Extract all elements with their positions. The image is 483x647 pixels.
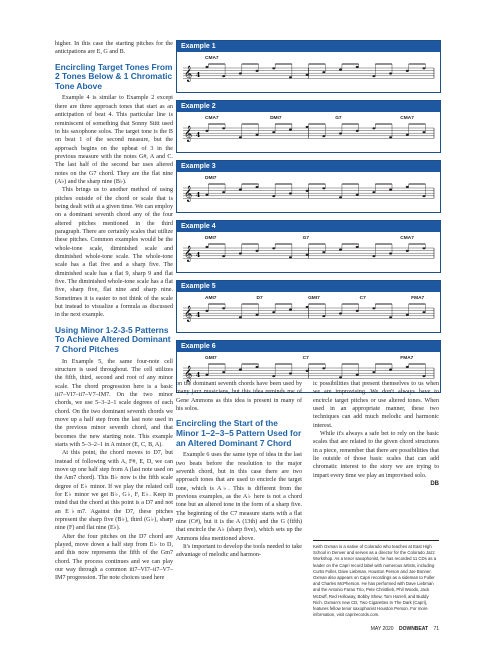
note-head <box>372 307 375 309</box>
example-label: Example 2 <box>181 103 216 110</box>
note-head <box>372 255 375 257</box>
footer-magazine: DOWNBEAT <box>398 626 429 632</box>
music-example-5 <box>176 280 441 333</box>
paragraph-text: While it's always a safe bet to rely on the basic scales that are related to the given chord structures in a piece, remember that there are possibilities that lie outside of those basic scales that can add chromatic interest to the story we are trying to impart every time we play an improvised solo. <box>313 431 439 479</box>
note-head <box>389 369 392 371</box>
paragraph: on the dominant seventh chords have been used by many jazz musicians, but this idea reminds me of Gene Ammons as this idea is present in many of his solos. <box>176 381 302 413</box>
chord-symbol: DMI7 <box>205 236 217 241</box>
treble-clef-icon: 𝄞 <box>184 186 193 202</box>
time-signature: 4 <box>196 72 201 79</box>
note-head <box>423 375 426 377</box>
note-head <box>239 316 242 318</box>
note-head <box>239 189 242 191</box>
page-footer <box>367 626 439 632</box>
paragraph: After the four pitches on the D7 chord are played, move down a half step from E♭ to D, and this now represents the fifth of the Gm7 chord. The process continues and we can play our way through a common iii7–VI7–ii7–V7–IM7 progression. The note choices used here <box>55 533 173 582</box>
note-head <box>222 255 225 257</box>
note-head <box>339 249 342 251</box>
column-1 <box>55 40 173 583</box>
note-head <box>206 66 209 68</box>
note-head <box>322 315 325 317</box>
music-staff <box>177 232 440 272</box>
note-head <box>222 127 225 129</box>
note-head <box>206 310 209 312</box>
chord-symbol: C7 <box>302 356 309 361</box>
note-head <box>289 256 292 258</box>
music-example-3 <box>176 160 441 213</box>
example-header <box>177 41 440 52</box>
example-label: Example 3 <box>181 163 216 170</box>
note-head <box>289 372 292 374</box>
music-example-4 <box>176 220 441 273</box>
example-header <box>177 101 440 112</box>
note-head <box>372 191 375 193</box>
note-head <box>406 134 409 136</box>
note-head <box>339 69 342 71</box>
example-label: Example 6 <box>181 343 216 350</box>
note-head <box>356 246 359 248</box>
note-head <box>306 370 309 372</box>
music-staff <box>177 52 440 92</box>
paragraph: In Example 5, the same four-note cell structure is used throughout. The cell utilizes the fifth, third, second and root of any minor scale. The chord progression here is a basic iii7–VI7–ii7–V7–IM7. On the two minor chords, we use 5–3–2–1 scale degrees of each chord. On the two dominant seventh chords we move up a half step from the last note used in the previous minor seventh chord, and that becomes the new starting note. This example starts with 5–3–2–1 in A minor (E, C, B, A). <box>55 358 173 448</box>
note-head <box>256 366 259 368</box>
music-example-1 <box>176 40 441 93</box>
paragraph: It's important to develop the tools needed to take advantage of melodic and harmon- <box>176 543 302 559</box>
example-label: Example 1 <box>181 43 216 50</box>
note-head <box>406 366 409 368</box>
chord-symbol: G7 <box>335 116 342 121</box>
note-head <box>239 369 242 371</box>
time-signature: 4 <box>196 132 201 139</box>
paragraph: Example 6 uses the same type of idea in the last two beats before the resolution to the major seventh chord, but in this case there are two approach tones that are used to encircle the target tone, which is A♭. This is different from the previous examples, as the A♭ here is not a chord tone but an altered tone in the form of a sharp five. The beginning of the C7 measure starts with a flat nine (C#), but it is the A (13th) and the G (fifth) that encircle the A♭ (sharp five), which sets up the Ammons idea mentioned above. <box>176 452 302 542</box>
section-heading: Encircling the Start of the Minor 1–2–3–5 Pattern Used for an Altered Dominant 7 Chord <box>176 418 302 448</box>
note-head <box>406 186 409 188</box>
note-head <box>423 311 426 313</box>
note-head <box>256 70 259 72</box>
note-head <box>406 250 409 252</box>
note-head <box>423 131 426 133</box>
note-head <box>389 189 392 191</box>
paragraph: At this point, the chord moves to D7, but instead of following with A, F#, E, D, we can move up one half step from A (last note used on the Am7 chord). This B♭ now is the fifth scale degree of E♭ minor. If we play the related cell for E♭ minor we get B♭, G♭, F, E♭. Keep in mind that the chord at this point is a D7 and not an E♭m7. Against the D7, these pitches represent the sharp five (B♭), third (G♭), sharp nine (F) and flat nine (E♭). <box>55 450 173 532</box>
note-head <box>306 74 309 76</box>
note-head <box>222 191 225 193</box>
note-head <box>322 251 325 253</box>
note-head <box>306 254 309 256</box>
note-head <box>289 129 292 131</box>
note-head <box>372 127 375 129</box>
time-signature: 4 <box>196 192 201 199</box>
footer-page-number: 71 <box>433 626 439 632</box>
paragraph: Example 4 is similar to Example 2 except there are three approach tones that start as an anticipation of beat 4. This particular line is reminiscent of something that Sonny Stitt used in his saxophone solos. The target tone is the B on beat 1 of the second measure, but the approach begins on the upbeat of 3 in the previous measure with the notes G#, A and C. The last half of the second bar uses altered notes on the G7 chord. They are the flat nine (A♭) and the sharp nine (B♭). <box>55 95 173 185</box>
time-signature: 4 <box>196 252 201 259</box>
note-head <box>339 376 342 378</box>
note-head <box>222 371 225 373</box>
note-head <box>272 195 275 197</box>
chord-symbol: DMI7 <box>205 176 217 181</box>
note-head <box>356 194 359 196</box>
music-staff <box>177 112 440 152</box>
note-head <box>356 310 359 312</box>
treble-clef-icon: 𝄞 <box>184 126 193 142</box>
note-head <box>406 314 409 316</box>
note-head <box>356 130 359 132</box>
treble-clef-icon: 𝄞 <box>184 306 193 322</box>
music-example-2 <box>176 100 441 153</box>
note-head <box>372 371 375 373</box>
note-head <box>372 75 375 77</box>
chord-symbol: C7 <box>359 296 366 301</box>
section-heading: Using Minor 1-2-3-5 Patterns To Achieve Altered Dominant 7 Chord Pitches <box>55 324 171 354</box>
chord-symbol: DMI7 <box>270 116 282 121</box>
note-head <box>339 132 342 134</box>
note-head <box>289 76 292 78</box>
note-head <box>389 316 392 318</box>
note-head <box>423 247 426 249</box>
note-head <box>339 312 342 314</box>
treble-clef-icon: 𝄞 <box>184 366 193 382</box>
paragraph: ic possibilities that present themselves to us when we are improvising. We don't always have to encircle target pitches or use altered tones. When used in an appropriate manner, these two techniques can add much melodic and harmonic interest. <box>313 381 439 429</box>
music-staff <box>177 292 440 332</box>
example-header <box>177 161 440 172</box>
paragraph: higher. In this case the starting pitches for the anticipations are E, G and B. <box>55 41 173 56</box>
chord-symbol: GMI7 <box>308 296 320 301</box>
chord-symbol: CMA7 <box>205 56 219 61</box>
chord-symbol: CMA7 <box>400 116 414 121</box>
chord-symbol: FMA7 <box>400 356 414 361</box>
example-header <box>177 341 440 352</box>
chord-symbol: CMA7 <box>400 236 414 241</box>
section-heading: Encircling Target Tones From 2 Tones Below & 1 Chromatic Tone Above <box>55 61 173 91</box>
treble-clef-icon: 𝄞 <box>184 66 193 82</box>
note-head <box>222 307 225 309</box>
time-signature: 4 <box>196 372 201 379</box>
note-head <box>306 306 309 308</box>
note-head <box>272 67 275 69</box>
paragraph: This brings us to another method of using pitches outside of the chord or scale that is being dealt with at a given time. We can employ on a dominant seventh chord any of the four altered pitches mentioned in the third paragraph. There are certainly scales that utilize these pitches. Common examples would be the whole-tone scale, diminished scale and diminished whole-tone scale. The whole-tone scale has a flat five and a sharp five. The diminished scale has a flat 9, sharp 9 and flat five. The diminished whole-tone scale has a flat five, sharp five, flat nine and sharp nine. Sometimes it is easier to not think of the scale but instead to visualize a formula as discussed in the next example. <box>55 187 173 319</box>
example-header <box>177 221 440 232</box>
note-head <box>339 196 342 198</box>
note-head <box>272 131 275 133</box>
column-3 <box>313 380 439 488</box>
note-head <box>256 186 259 188</box>
note-head <box>306 190 309 192</box>
note-head <box>239 252 242 254</box>
chord-symbol: D7 <box>256 296 263 301</box>
chord-symbol: FMA7 <box>411 296 425 301</box>
note-head <box>239 72 242 74</box>
note-head <box>206 130 209 132</box>
note-head <box>322 187 325 189</box>
note-head <box>356 374 359 376</box>
chord-symbol: CMA7 <box>205 116 219 121</box>
note-head <box>256 134 259 136</box>
chord-symbol: AMI7 <box>205 296 217 301</box>
note-head <box>406 70 409 72</box>
example-header <box>177 281 440 292</box>
note-head <box>423 195 426 197</box>
end-mark: DB <box>430 481 439 488</box>
example-label: Example 5 <box>181 283 216 290</box>
note-head <box>206 194 209 196</box>
note-head <box>389 136 392 138</box>
note-head <box>289 309 292 311</box>
column-2 <box>176 380 302 560</box>
note-head <box>322 367 325 369</box>
note-head <box>389 252 392 254</box>
footer-date: MAY 2020 <box>370 626 394 632</box>
note-head <box>206 374 209 376</box>
note-head <box>256 250 259 252</box>
paragraph <box>313 430 439 488</box>
note-head <box>322 135 325 137</box>
note-head <box>239 136 242 138</box>
note-head <box>306 126 309 128</box>
chord-symbol: G7 <box>302 236 310 241</box>
author-bio: Keith Oxman is a native of Colorado who teaches at East High School in Denver and serves as a director for the Colorado Jazz Workshop. As a tenor saxophonist, he has recorded 11 CDs as a leader on the Capri record label with numerous artists, including Curtis Fuller, Dave Liebman, Houston Person and Joe Bonner. Oxman also appears on Capri recordings as a sideman to Fuller and Charles McPherson. He has performed with Dave Liebman and the Antonio Farao Trio, Pete Christlieb, Phil Woods, Jack McDuff, Red Holloway, Bobby Shew, Tom Harrell, and Buddy Rich. Oxman's new CD, Two Cigarettes In The Dark (Capri), features fellow tenor saxophonist Houston Person. For more information, visit caprirecords.com. <box>313 540 439 618</box>
note-head <box>356 66 359 68</box>
note-head <box>272 247 275 249</box>
note-head <box>222 75 225 77</box>
note-head <box>256 314 259 316</box>
example-label: Example 4 <box>181 223 216 230</box>
note-head <box>389 72 392 74</box>
treble-clef-icon: 𝄞 <box>184 246 193 262</box>
note-head <box>206 246 209 248</box>
note-head <box>272 311 275 313</box>
time-signature: 4 <box>196 312 201 319</box>
note-head <box>423 67 426 69</box>
note-head <box>272 375 275 377</box>
chord-symbol: GMI7 <box>205 356 217 361</box>
music-staff <box>177 172 440 212</box>
note-head <box>289 192 292 194</box>
note-head <box>322 71 325 73</box>
